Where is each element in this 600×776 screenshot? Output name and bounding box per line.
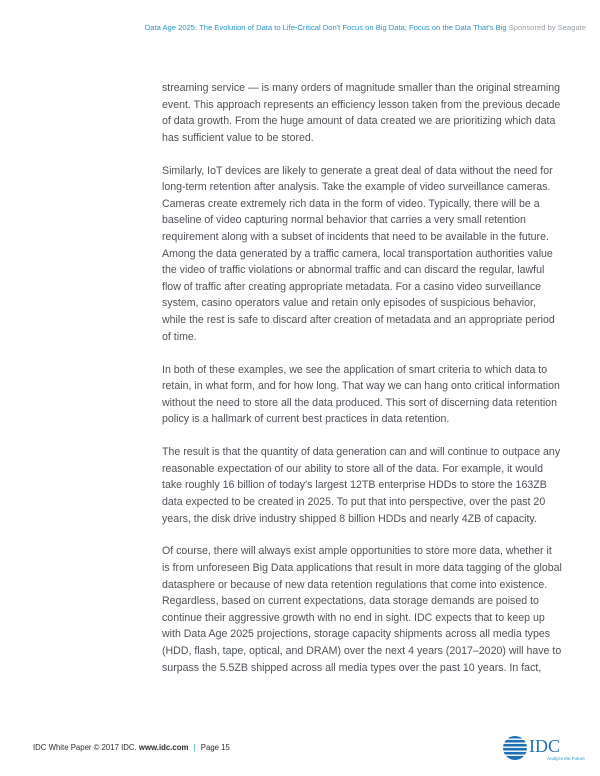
paragraph-1: streaming service — is many orders of magnitude smaller than the original streaming event. This approach represents an efficiency lesson taken from the previous decade of data growth. From the huge amount of data created we are prioritizing which data has sufficient value to be stored. — [162, 82, 561, 144]
paragraph-5: Of course, there will always exist ample opportunities to store more data, whether it is from unforeseen Big Data applications that result in more data tagging of the global datasphere or because of new data retention regulations that come into existence. Regardless, based on current expectations, data storage demands are poised to continue their aggressive growth with no end in sight. IDC expects that to keep up with Data Age 2025 projections, storage capacity shipments across all media types (HDD, flash, tape, optical, and DRAM) over the next 4 years (2017–2020) will have to surpass the 5.5ZB shipped across all media types over the past 10 years. In fact, — [162, 545, 562, 674]
page-footer — [33, 743, 230, 752]
header-title: Data Age 2025: The Evolution of Data to Life-Critical Don't Focus on Big Data; Focus on the Data That's Big — [144, 23, 507, 32]
running-header — [120, 23, 586, 32]
idc-logo-mark — [500, 733, 590, 763]
footer-url[interactable]: www.idc.com — [138, 743, 189, 752]
footer-copyright: © 2017 IDC. — [93, 743, 137, 752]
paragraph-2: Similarly, IoT devices are likely to generate a great deal of data without the need for long-term retention after analysis. Take the example of video surveillance cameras. Cameras create extremely rich data in the form of video. Typically, there will be a baseline of video capturing normal behavior that carries a very small retention requirement along with a subset of incidents that need to be available in the future. Among the data generated by a traffic camera, local transportation authorities value the video of traffic violations or abnormal traffic and can discard the regular, lawful flow of traffic after creating appropriate metadata. For a casino video surveillance system, casino operators value and retain only episodes of suspicious behavior, while the rest is safe to discard after creation of metadata and an appropriate period of time. — [162, 164, 555, 343]
globe-icon — [502, 736, 528, 760]
paragraph-4: The result is that the quantity of data generation can and will continue to outpace any reasonable expectation of our ability to store all of the data. For example, it would take roughly 16 billion of today's largest 12TB enterprise HDDs to store the 163ZB data expected to be created in 2025. To put that into perspective, over the past 20 years, the disk drive industry shipped 8 billion HDDs and nearly 4ZB of capacity. — [162, 446, 561, 525]
logo-tagline: Analyze the Future — [547, 756, 585, 761]
header-sponsor: Sponsored by Seagate — [508, 23, 586, 32]
body-text — [162, 80, 562, 692]
idc-logo — [500, 733, 590, 763]
footer-doc-label: IDC White Paper — [33, 743, 92, 752]
footer-page-number: Page 15 — [200, 743, 230, 752]
logo-wordmark: IDC — [529, 736, 560, 756]
paragraph-3: In both of these examples, we see the application of smart criteria to which data to retain, in what form, and for how long. That way we can hang onto critical information without the need to store all the data produced. This sort of discerning data retention policy is a hallmark of current best practices in data retention. — [162, 363, 560, 426]
footer-separator: | — [193, 743, 196, 752]
